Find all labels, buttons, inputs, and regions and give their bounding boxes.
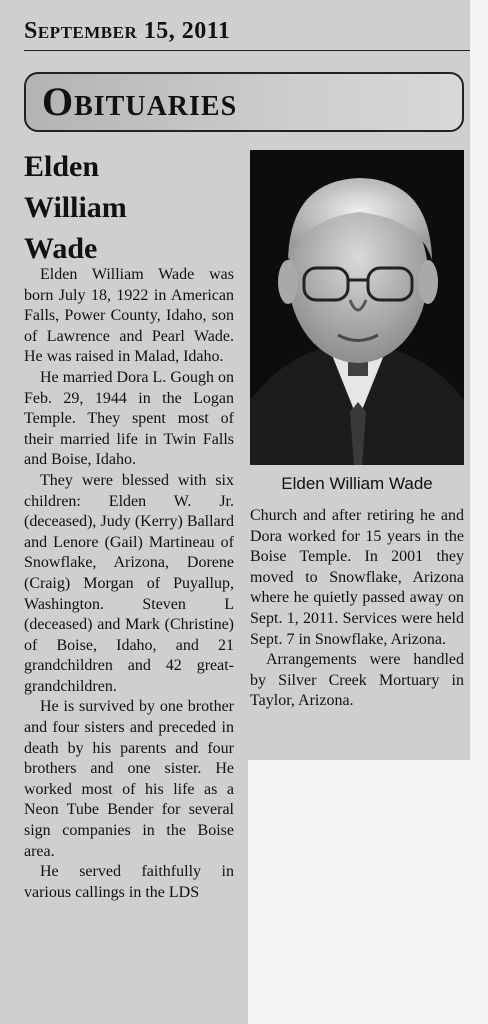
obituary-column-2 <box>250 506 464 712</box>
section-banner <box>24 72 464 132</box>
obituary-name <box>24 146 234 269</box>
paragraph-arrangements: Arrangements were handled by Silver Creek Mortuary in Taylor, Arizona. <box>250 651 464 710</box>
paragraph-children: They were blessed with six children: Elden W. Jr. (deceased), Judy (Kerry) Ballard and Lenore (Gail) Martineau of Snowflake, Arizona, Dorene (Craig) Morgan of Puyallup, Washington. Steven L (deceased) and Mark (Christine) of Boise, Idaho, and 21 grandchildren and 42 great-grandchildren. <box>24 471 234 695</box>
obituary-column-1 <box>24 265 234 903</box>
name-line-middle: William <box>24 191 127 224</box>
header-rule <box>24 50 470 51</box>
paragraph-service-start: He served faithfully in various callings in the LDS <box>24 863 234 901</box>
section-title: Obituaries <box>42 79 238 124</box>
name-line-first: Elden <box>24 150 100 183</box>
photo-caption: Elden William Wade <box>281 474 433 493</box>
paragraph-service-continued: Church and after retiring he and Dora worked for 15 years in the Boise Temple. In 2001 they moved to Snowflake, Arizona where he quietly passed away on Sept. 1, 2011. Services were held Sept. 7 in Snowflake, Arizona. <box>250 507 464 648</box>
paragraph-survivors: He is survived by one brother and four sisters and preceded in death by his parents and four brothers and one sister. He worked most of his life as a Neon Tube Bender for several sign companies in the Boise area. <box>24 698 234 860</box>
portrait-photo <box>250 150 464 465</box>
name-line-last: Wade <box>24 232 98 265</box>
clipping-cutout <box>248 760 470 1024</box>
paragraph-marriage: He married Dora L. Gough on Feb. 29, 1944 in the Logan Temple. They spent most of their married life in Twin Falls and Boise, Idaho. <box>24 368 234 469</box>
dateline: September 15, 2011 <box>24 18 231 44</box>
portrait-illustration <box>250 150 464 465</box>
paragraph-birth: Elden William Wade was born July 18, 1922 in American Falls, Power County, Idaho, son of Lawrence and Pearl Wade. He was raised in Malad, Idaho. <box>24 266 234 366</box>
